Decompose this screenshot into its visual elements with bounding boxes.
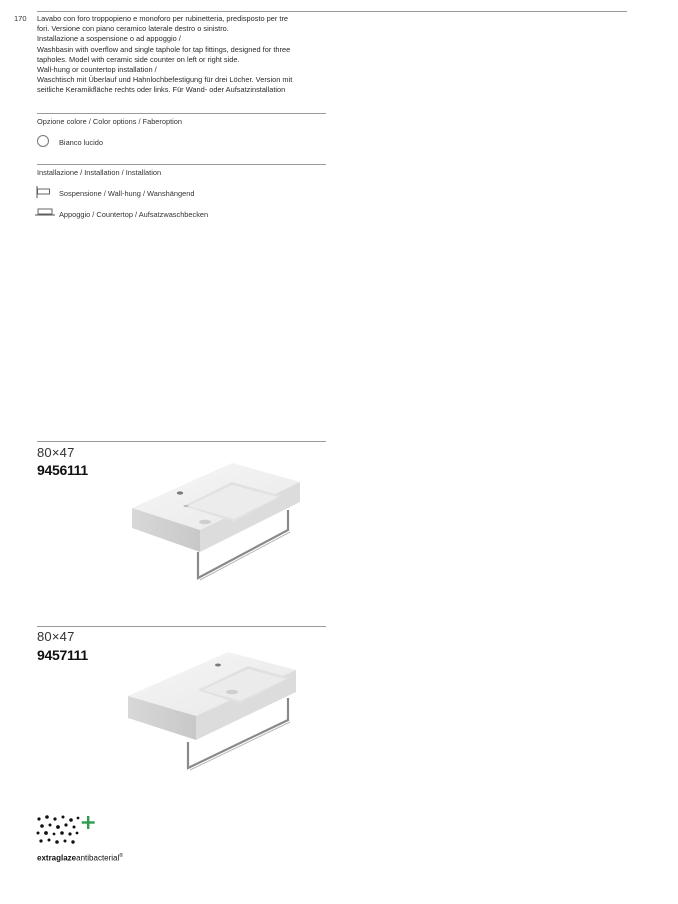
installation-section-rule [37,164,326,165]
product-rule [37,441,326,442]
description-line: Waschtisch mit Überlauf und Hahnlochbefestigung für drei Löcher. Version mit [37,75,293,85]
product-code: 9456111 [37,462,88,478]
description-line: Washbasin with overflow and single taphole for tap fittings, designed for three [37,44,291,54]
extraglaze-wordmark [37,853,123,863]
product-code: 9457111 [37,647,88,663]
page-number: 170 [14,14,27,23]
color-option-label: Bianco lucido [59,138,103,147]
product-rule [37,626,326,627]
description-line: tapholes. Model with ceramic side counter on left or right side. [37,54,240,64]
description-line: Wall-hung or countertop installation / [37,65,157,75]
top-rule [37,11,627,12]
product-size: 80×47 [37,445,75,460]
circle-swatch-icon [37,135,49,147]
description-line: seitliche Keramikfläche rechts oder links. Für Wand- oder Aufsatzinstallation [37,85,286,95]
brand-light: antibacterial [76,853,120,863]
extraglaze-dots-logo-icon [36,814,98,848]
registered-mark: ® [119,853,123,859]
countertop-icon [35,207,55,219]
product-description [37,14,329,96]
description-line: Installazione a sospensione o ad appoggio / [37,34,181,44]
description-line: fori. Versione con piano ceramico laterale destro o sinistro. [37,24,229,34]
wall-hung-icon [36,186,52,198]
brand-bold: extraglaze [37,853,77,863]
washbasin-counter-right-image [120,650,310,775]
installation-option-label: Sospensione / Wall-hung / Wanshängend [59,189,195,198]
washbasin-counter-left-image [120,460,310,585]
installation-heading: Installazione / Installation / Installation [37,168,162,177]
description-line: Lavabo con foro troppopieno e monoforo per rubinetteria, predisposto per tre [37,14,289,23]
color-options-heading: Opzione colore / Color options / Faberoption [37,117,183,126]
color-section-rule [37,113,326,114]
installation-option-label: Appoggio / Countertop / Aufsatzwaschbecken [59,210,209,219]
product-size: 80×47 [37,629,75,644]
